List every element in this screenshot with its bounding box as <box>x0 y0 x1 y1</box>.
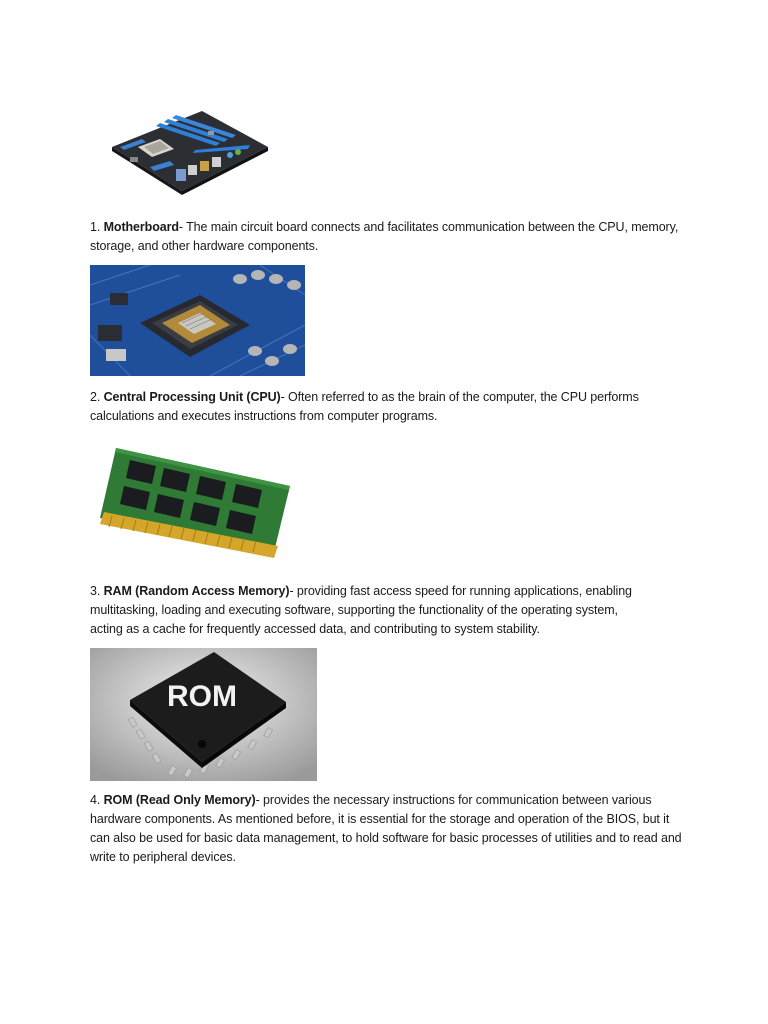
item-title: ROM (Read Only Memory) <box>103 793 256 807</box>
cpu-image <box>90 265 305 376</box>
ram-description <box>90 582 650 639</box>
rom-chip-label: ROM <box>167 680 237 713</box>
item-title: Motherboard <box>103 220 179 234</box>
item-title: RAM (Random Access Memory) <box>103 584 290 598</box>
item-number: 1. <box>90 220 101 234</box>
cpu-description <box>90 388 690 426</box>
item-text: - The main circuit board connects and facilitates communication between the CPU, memory, storage, and other hardware components. <box>90 220 679 253</box>
ram-image <box>90 438 293 564</box>
rom-chip-image <box>90 648 317 781</box>
item-text: - Often referred to as the brain of the computer, the CPU performs calculations and executes instructions from computer programs. <box>90 390 639 423</box>
item-number: 2. <box>90 390 101 404</box>
item-title: Central Processing Unit (CPU) <box>103 390 281 404</box>
motherboard-description <box>90 218 690 256</box>
item-number: 3. <box>90 584 101 598</box>
motherboard-image <box>90 95 282 207</box>
item-number: 4. <box>90 793 101 807</box>
rom-description <box>90 791 690 867</box>
item-text: - provides the necessary instructions for communication between various hardware components. As mentioned before, it is essential for the storage and operation of the BIOS, but it can also be used for basic data management, to hold software for basic processes of utilities and to read and write to peripheral devices. <box>90 793 682 864</box>
item-text: - providing fast access speed for running applications, enabling multitasking, loading and executing software, supporting the functionality of the operating system, acting as a cache for frequently accessed data, and contributing to system stability. <box>90 584 632 636</box>
